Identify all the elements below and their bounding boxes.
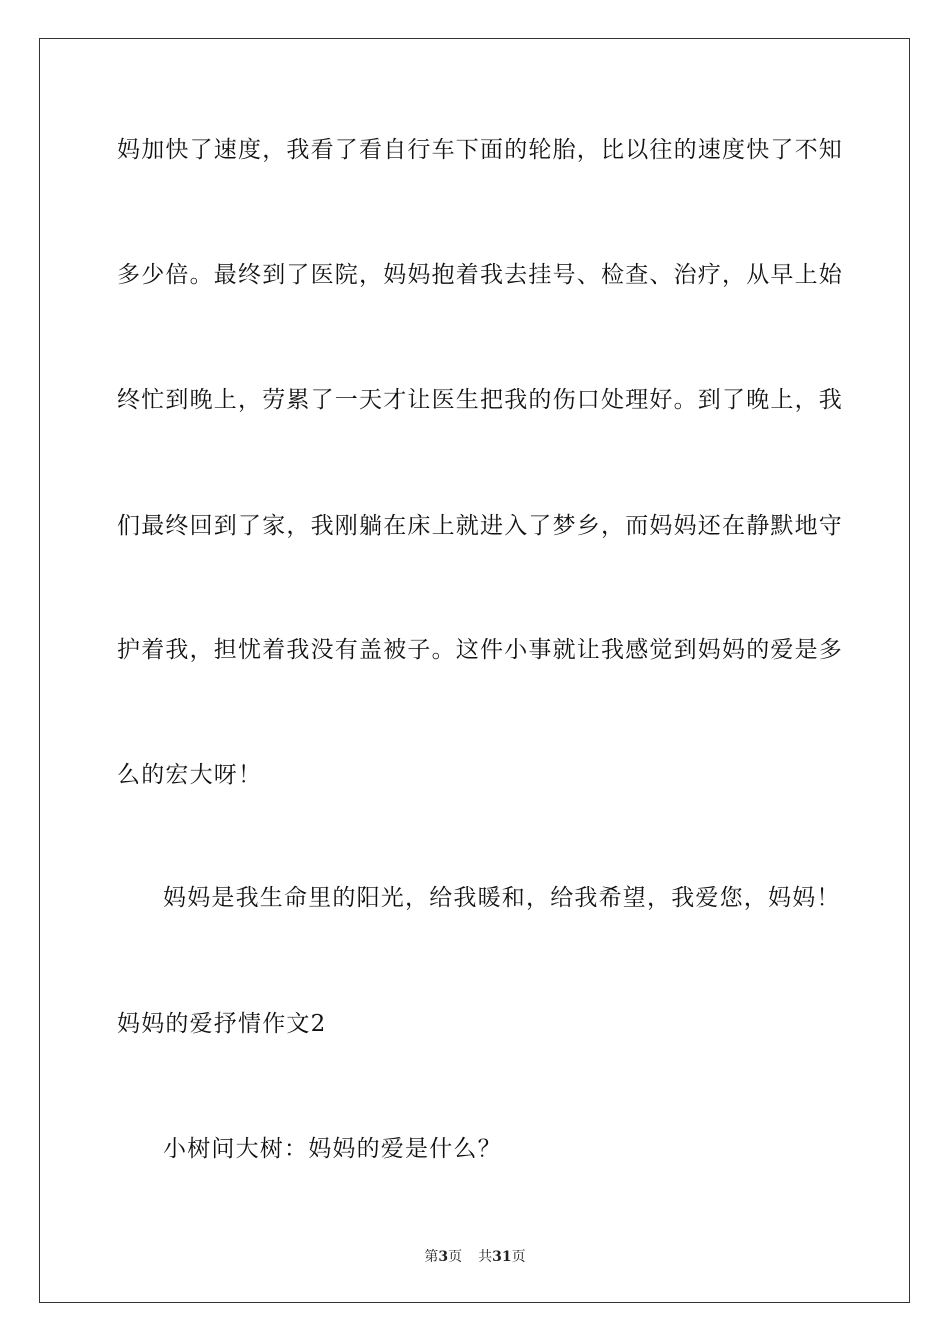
footer-total-suffix: 页 [511,1249,526,1265]
body-line-5: 护着我，担忧着我没有盖被子。这件小事就让我感觉到妈妈的爱是多 [117,637,843,663]
footer-total-prefix: 共 [478,1249,493,1265]
body-line-4: 们最终回到了家，我刚躺在床上就进入了梦乡，而妈妈还在静默地守 [117,513,843,539]
footer-page-number: 3 [438,1249,449,1265]
paragraph-sunshine: 妈妈是我生命里的阳光，给我暖和，给我希望，我爱您，妈妈！ [163,885,841,911]
body-line-2: 多少倍。最终到了医院，妈妈抱着我去挂号、检查、治疗，从早上始 [117,262,843,288]
page-footer [0,1248,950,1266]
paragraph-question: 小树问大树：妈妈的爱是什么？ [163,1136,502,1162]
body-line-3: 终忙到晚上，劳累了一天才让医生把我的伤口处理好。到了晚上，我 [117,387,843,413]
footer-page-prefix: 第 [424,1249,439,1265]
section-heading: 妈妈的爱抒情作文2 [117,1011,327,1037]
body-line-1: 妈加快了速度，我看了看自行车下面的轮胎，比以往的速度快了不知 [117,137,843,163]
body-line-6: 么的宏大呀！ [117,762,263,788]
footer-total-pages: 31 [492,1249,512,1265]
footer-page-suffix: 页 [448,1249,463,1265]
page-frame [39,38,910,1303]
